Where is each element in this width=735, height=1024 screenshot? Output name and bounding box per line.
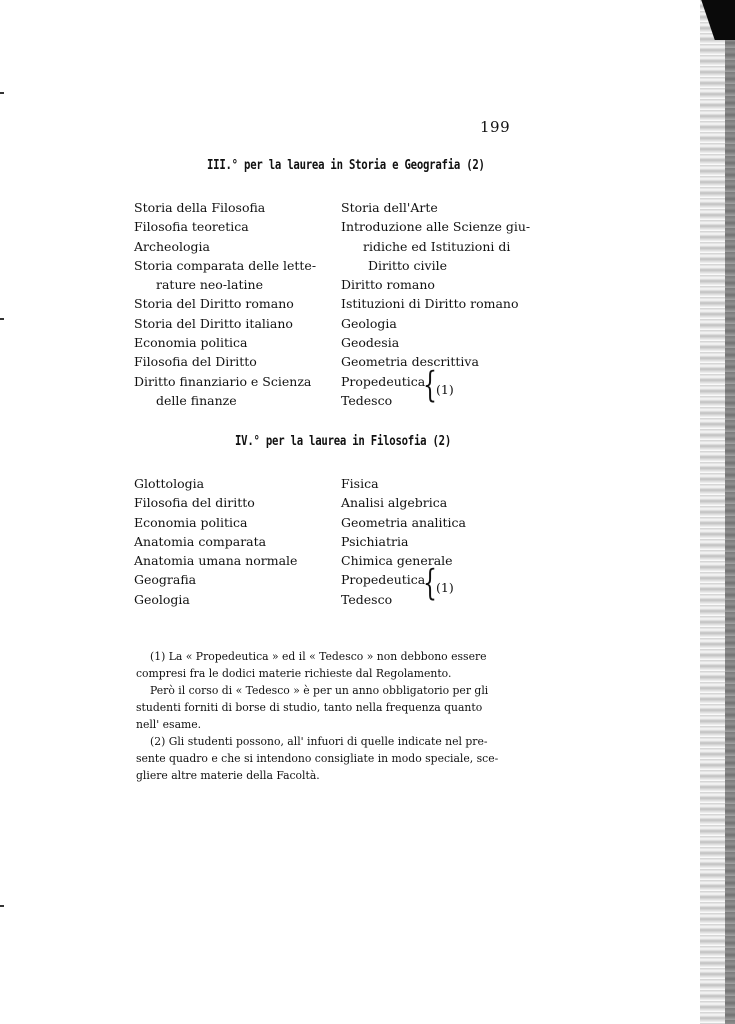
footnote-line: compresi fra le dodici materie richieste dal Regolamento. [136, 667, 452, 680]
course-item: Introduzione alle Scienze giu- [341, 219, 531, 235]
course-item: Geografia [134, 572, 197, 588]
course-item: Geometria descrittiva [341, 354, 479, 370]
brace-icon: { [423, 366, 437, 407]
course-item: Filosofia del diritto [134, 495, 255, 511]
footnote-line: gliere altre materie della Facoltà. [136, 769, 320, 782]
scan-left-mark [0, 318, 4, 320]
scan-left-mark [0, 92, 4, 94]
course-item: Anatomia comparata [134, 533, 267, 549]
section-4-title: IV.° per la laurea in Filosofia (2) [235, 434, 452, 449]
course-item: Tedesco [341, 591, 393, 607]
course-item: Propedeutica [341, 373, 426, 389]
page-number: 199 [480, 118, 511, 136]
footnote-line: (1) La « Propedeutica » ed il « Tedesco » non debbono essere [150, 650, 487, 663]
course-item: delle finanze [156, 392, 237, 408]
course-item: Archeologia [134, 238, 210, 254]
course-item: Psichiatria [341, 533, 409, 549]
course-item: Storia della Filosofia [134, 200, 266, 215]
course-item: Fisica [341, 476, 379, 491]
course-item: Geologia [134, 591, 190, 607]
course-item: Storia dell'Arte [341, 200, 438, 215]
course-item: Storia del Diritto romano [134, 296, 294, 312]
course-item: Storia del Diritto italiano [134, 315, 293, 331]
course-item: Geometria analitica [341, 514, 467, 530]
section-3-left-column [134, 198, 316, 410]
section-4-left-column [134, 474, 297, 609]
scan-left-mark [0, 905, 4, 907]
scan-edge-right [700, 0, 735, 1024]
course-item: Tedesco [341, 392, 393, 408]
course-item: Geologia [341, 315, 397, 331]
course-item: Propedeutica [341, 572, 426, 588]
section-3-title: III.° per la laurea in Storia e Geografia (2) [207, 158, 485, 173]
section-4-brace-note: (1) [436, 580, 454, 595]
course-item: ridiche ed Istituzioni di [363, 238, 511, 254]
course-item: Economia politica [134, 514, 248, 530]
section-3-brace-note: (1) [436, 382, 454, 397]
course-item: Glottologia [134, 476, 205, 491]
course-item: Istituzioni di Diritto romano [341, 296, 519, 312]
course-item: rature neo-latine [156, 277, 263, 293]
footnote-line: studenti forniti di borse di studio, tanto nella frequenza quanto [136, 701, 483, 714]
course-item: Storia comparata delle lette- [134, 257, 317, 273]
course-item: Geodesia [341, 335, 400, 351]
footnote-line: nell' esame. [136, 718, 202, 731]
footnote-line: Però il corso di « Tedesco » è per un anno obbligatorio per gli [150, 684, 489, 697]
footnote-line: (2) Gli studenti possono, all' infuori di quelle indicate nel pre- [150, 735, 488, 748]
course-item: Filosofia teoretica [134, 219, 249, 235]
footnote-line: sente quadro e che si intendono consigliate in modo speciale, sce- [136, 752, 499, 765]
course-item: Economia politica [134, 335, 248, 351]
course-item: Filosofia del Diritto [134, 354, 257, 370]
course-item: Diritto romano [341, 277, 435, 293]
course-item: Chimica generale [341, 553, 453, 569]
course-item: Diritto finanziario e Scienza [134, 373, 312, 389]
brace-icon: { [423, 564, 437, 605]
course-item: Analisi algebrica [341, 495, 448, 511]
course-item: Anatomia umana normale [134, 553, 298, 569]
course-item: Diritto civile [368, 257, 447, 273]
